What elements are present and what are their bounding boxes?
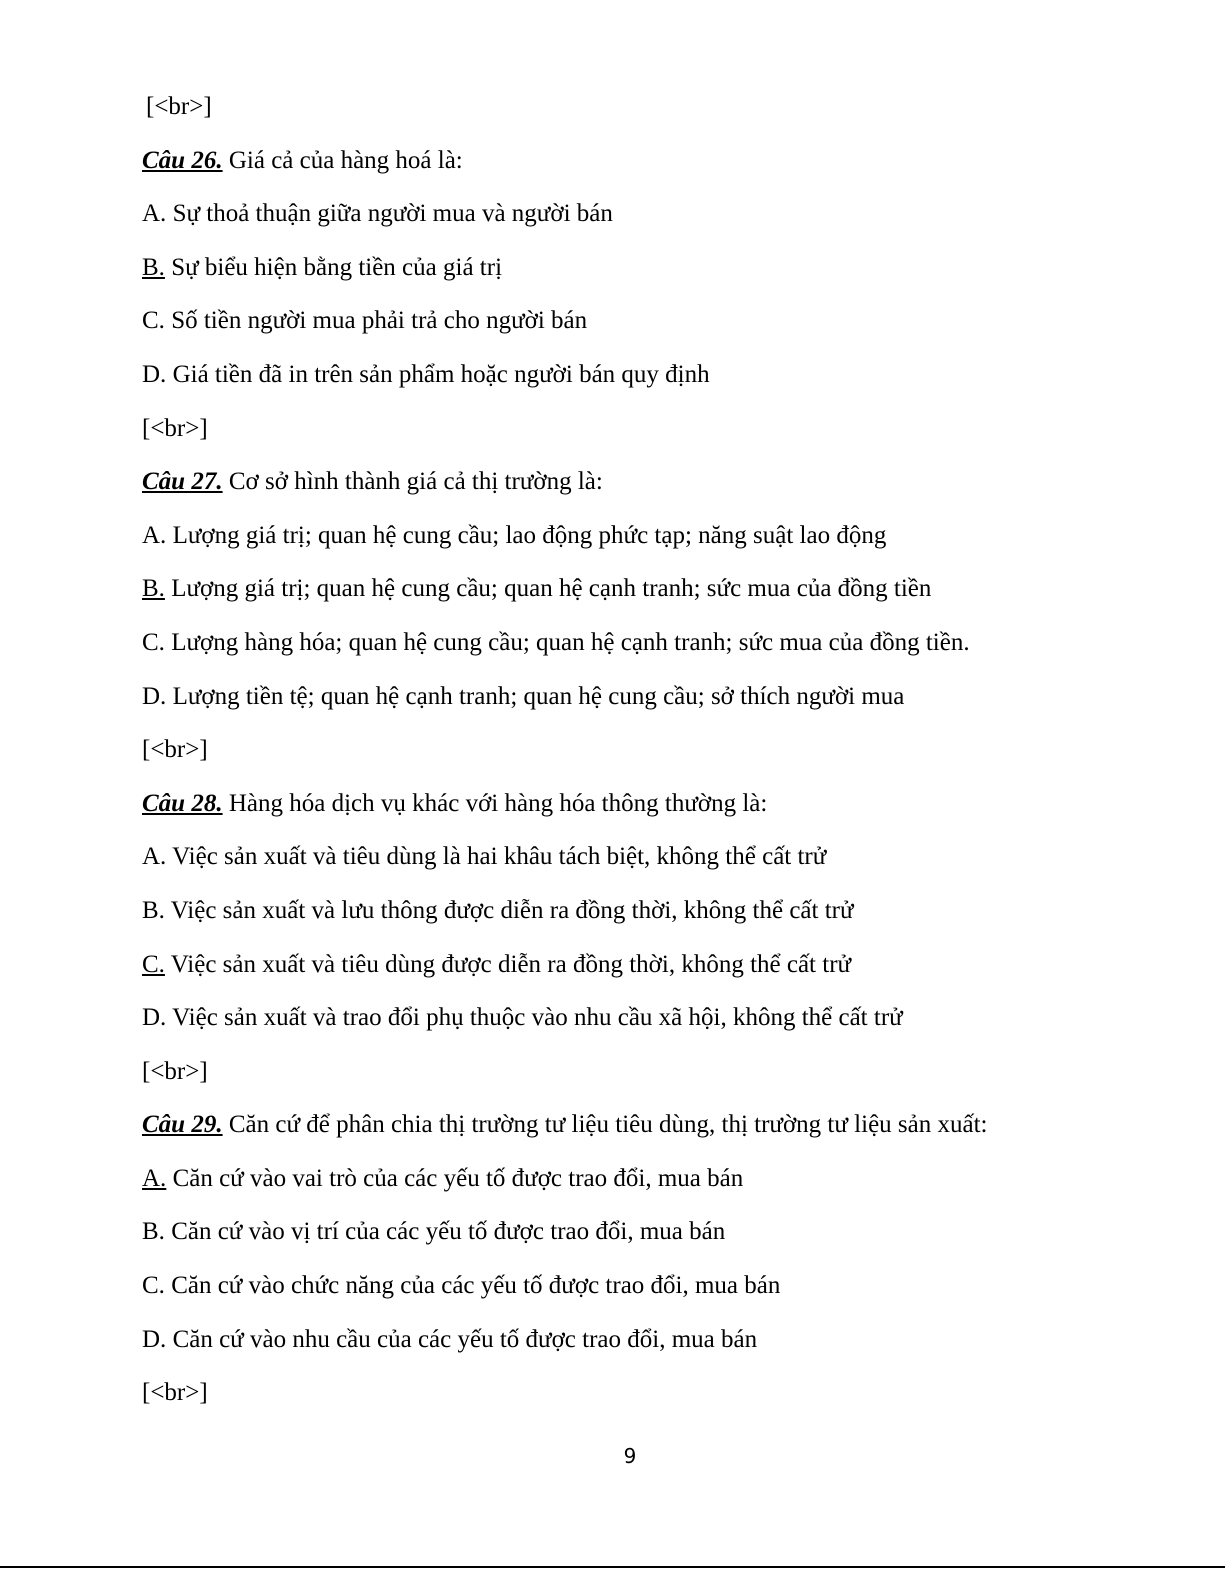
option-b <box>142 1205 1182 1259</box>
option-letter-correct: A. <box>142 1164 167 1192</box>
option-letter: D. <box>142 1325 167 1353</box>
option-letter: D. <box>142 1004 167 1032</box>
question-28 <box>142 777 1182 831</box>
option-c <box>142 294 1182 348</box>
option-d <box>142 991 1182 1045</box>
option-b <box>142 884 1182 938</box>
option-d <box>142 348 1182 402</box>
option-c <box>142 616 1182 670</box>
option-a <box>142 187 1182 241</box>
option-text: Giá tiền đã in trên sản phẩm hoặc người bán quy định <box>166 360 710 388</box>
br-marker: [<br>] <box>142 414 208 442</box>
option-a <box>142 830 1182 884</box>
option-letter-correct: C. <box>142 950 165 978</box>
question-label: Câu 27. <box>142 468 223 496</box>
option-text: Lượng hàng hóa; quan hệ cung cầu; quan hệ cạnh tranh; sức mua của đồng tiền. <box>164 628 970 656</box>
question-29 <box>142 1098 1182 1152</box>
option-text: Sự thoả thuận giữa người mua và người bán <box>166 200 613 228</box>
question-text: Cơ sở hình thành giá cả thị trường là: <box>222 468 603 496</box>
option-text: Việc sản xuất và tiêu dùng là hai khâu tách biệt, không thể cất trử <box>166 843 827 871</box>
option-a <box>142 509 1182 563</box>
option-d <box>142 1313 1182 1367</box>
option-letter: C. <box>142 628 165 656</box>
option-letter: D. <box>142 682 167 710</box>
option-text: Việc sản xuất và trao đổi phụ thuộc vào nhu cầu xã hội, không thể cất trử <box>166 1004 903 1032</box>
option-letter: C. <box>142 1272 165 1300</box>
option-text: Việc sản xuất và tiêu dùng được diễn ra đồng thời, không thể cất trử <box>164 950 852 978</box>
option-text: Căn cứ vào chức năng của các yếu tố được trao đổi, mua bán <box>164 1272 781 1300</box>
br-marker: [<br>] <box>142 736 208 764</box>
br-marker: [<br>] <box>146 93 212 120</box>
option-text: Căn cứ vào vai trò của các yếu tố được trao đổi, mua bán <box>166 1164 744 1192</box>
question-text: Căn cứ để phân chia thị trường tư liệu tiêu dùng, thị trường tư liệu sản xuất: <box>222 1111 988 1139</box>
option-letter: A. <box>142 521 167 549</box>
option-text: Sự biểu hiện bằng tiền của giá trị <box>164 253 503 281</box>
page-bottom-border <box>0 1566 1225 1568</box>
option-letter-correct: B. <box>142 575 165 603</box>
option-d <box>142 670 1182 724</box>
option-text: Lượng tiền tệ; quan hệ cạnh tranh; quan hệ cung cầu; sở thích người mua <box>166 682 905 710</box>
question-27 <box>142 455 1182 509</box>
question-text: Giá cả của hàng hoá là: <box>222 146 463 174</box>
document-body <box>142 80 1182 1420</box>
option-letter: B. <box>142 896 165 924</box>
option-letter: A. <box>142 200 167 228</box>
br-marker: [<br>] <box>142 1379 208 1407</box>
question-label: Câu 26. <box>142 146 223 174</box>
question-label: Câu 29. <box>142 1111 223 1139</box>
option-letter: A. <box>142 843 167 871</box>
question-26 <box>142 134 1182 188</box>
option-text: Số tiền người mua phải trả cho người bán <box>164 307 588 335</box>
option-text: Lượng giá trị; quan hệ cung cầu; lao động phức tạp; năng suật lao động <box>166 521 887 549</box>
option-a <box>142 1152 1182 1206</box>
question-label: Câu 28. <box>142 789 223 817</box>
question-text: Hàng hóa dịch vụ khác với hàng hóa thông thường là: <box>222 789 768 817</box>
option-c <box>142 1259 1182 1313</box>
option-text: Căn cứ vào nhu cầu của các yếu tố được trao đổi, mua bán <box>166 1325 758 1353</box>
page-number: 9 <box>623 1444 637 1468</box>
option-text: Việc sản xuất và lưu thông được diễn ra đồng thời, không thể cất trử <box>164 896 854 924</box>
option-letter-correct: B. <box>142 253 165 281</box>
option-letter: D. <box>142 360 167 388</box>
br-marker: [<br>] <box>142 1057 208 1085</box>
option-letter: B. <box>142 1218 165 1246</box>
option-letter: C. <box>142 307 165 335</box>
option-text: Căn cứ vào vị trí của các yếu tố được trao đổi, mua bán <box>164 1218 726 1246</box>
option-b <box>142 562 1182 616</box>
option-c <box>142 938 1182 992</box>
option-b <box>142 241 1182 295</box>
option-text: Lượng giá trị; quan hệ cung cầu; quan hệ cạnh tranh; sức mua của đồng tiền <box>164 575 932 603</box>
